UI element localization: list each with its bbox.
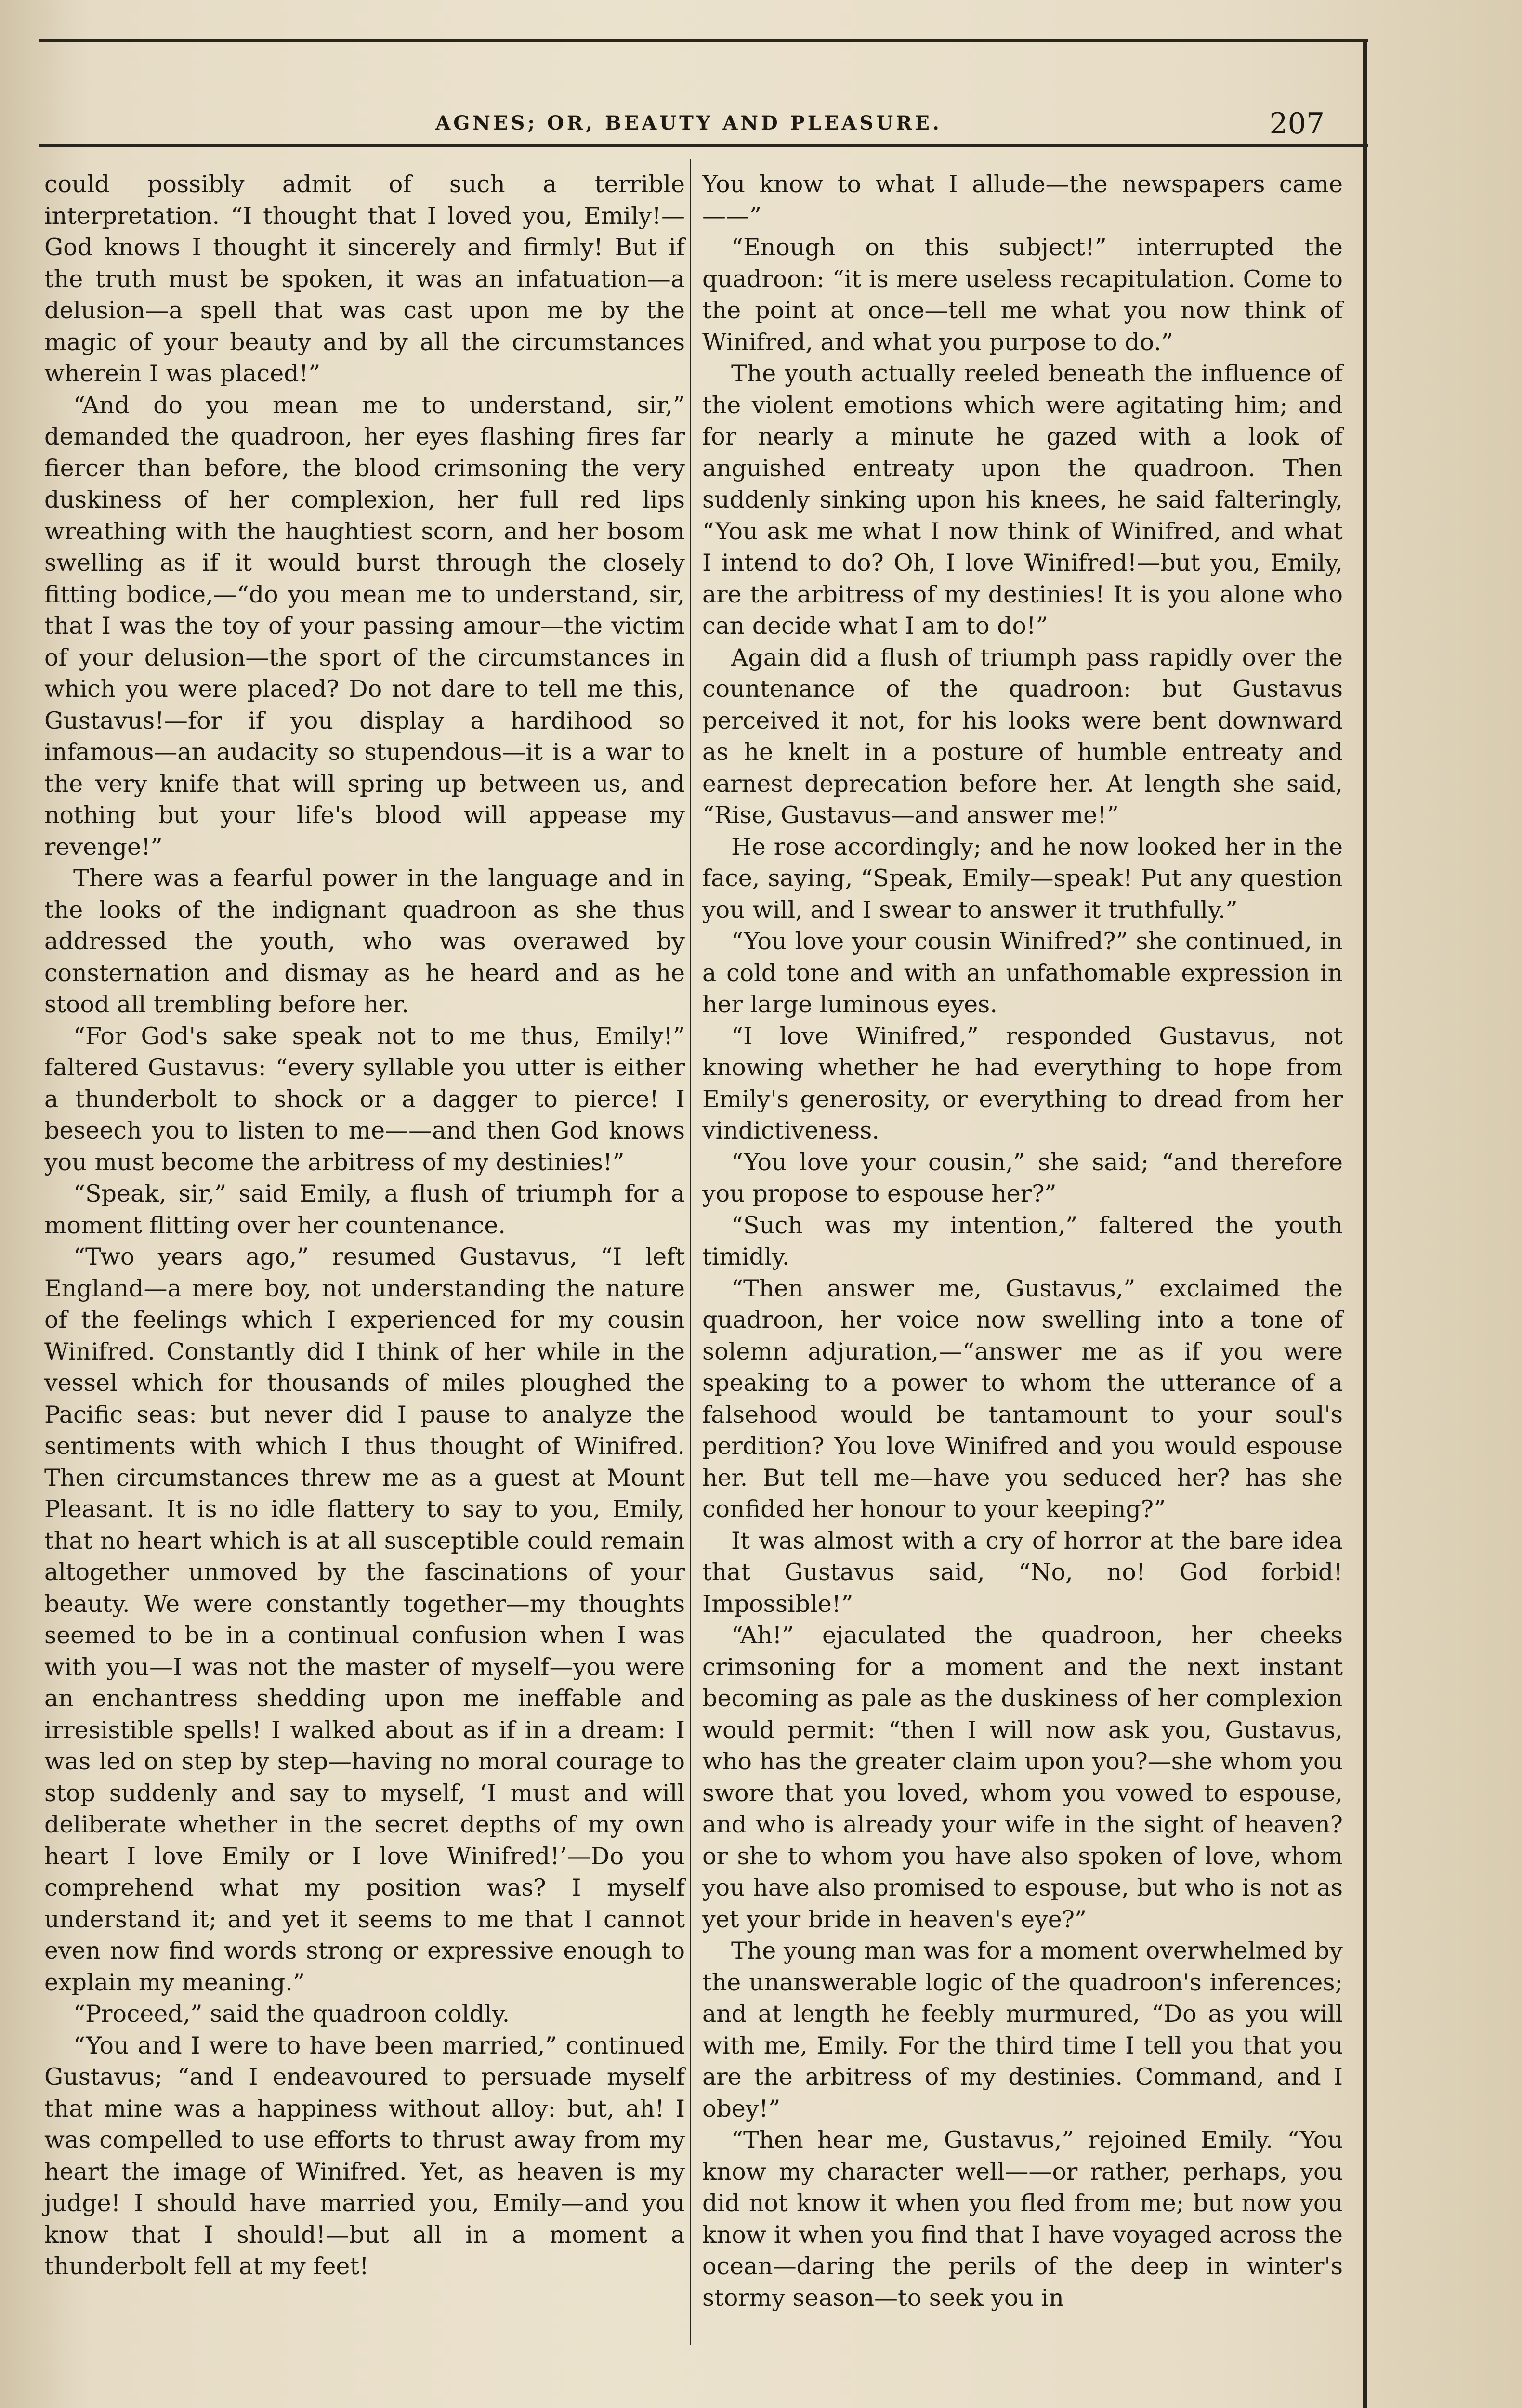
column-divider xyxy=(690,159,691,2345)
paragraph: “Enough on this subject!” interrupted the quadroon: “it is mere useless recapitulation. Come to the point at once—tell me what you now think of Winifred, and what you purpose to do.” xyxy=(702,234,1343,356)
paragraph: could possibly admit of such a terrible interpretation. “I thought that I loved you, Emily!—God knows I thought it sincerely and firmly! But if the truth must be spoken, it was an infatuation—a delusion—a spell that was cast upon me by the magic of your beauty and by all the circumstances wherein I was placed!” xyxy=(44,170,685,387)
paragraph: “For God's sake speak not to me thus, Emily!” faltered Gustavus: “every syllable you utter is either a thunderbolt to shock or a dagger to pierce! I beseech you to listen to me——and then God knows you must become the arbitress of my destinies!” xyxy=(44,1022,685,1176)
page-header xyxy=(43,107,1334,141)
paragraph: Again did a flush of triumph pass rapidly over the countenance of the quadroon: but Gustavus perceived it not, for his looks were bent downward as he knelt in a posture of humble entreaty and earnest deprecation before her. At length she said, “Rise, Gustavus—and answer me!” xyxy=(702,643,1343,829)
top-border-rule xyxy=(39,39,1368,42)
paragraph: “Proceed,” said the quadroon coldly. xyxy=(73,2000,510,2028)
paragraph: “Then answer me, Gustavus,” exclaimed the quadroon, her voice now swelling into a tone of solemn adjuration,—“answer me as if you were speaking to a power to whom the utterance of a falsehood would be tantamount to your soul's perdition? You love Winifred and you would espouse her. But tell me—have you seduced her? has she confided her honour to your keeping?” xyxy=(702,1274,1343,1523)
paragraph: “Then hear me, Gustavus,” rejoined Emily. “You know my character well——or rather, perhaps, you did not know it when you fled from me; but now you know it when you find that I have voyaged across the ocean—daring the perils of the deep in winter's stormy season—to seek you in xyxy=(702,2126,1343,2312)
paragraph: “And do you mean me to understand, sir,” demanded the quadroon, her eyes flashing fires far fiercer than before, the blood crimsoning the very duskiness of her complexion, her full red lips wreathing with the haughtiest scorn, and her bosom swelling as if it would burst through the closely fitting bodice,—“do you mean me to understand, sir, that I was the toy of your passing amour—the victim of your delusion—the sport of the circumstances in which you were placed? Do not dare to tell me this, Gustavus!—for if you display a hardihood so infamous—an audacity so stupendous—it is a war to the very knife that will spring up between us, and nothing but your life's blood will appease my revenge!” xyxy=(44,391,685,861)
running-head: AGNES; OR, BEAUTY AND PLEASURE. xyxy=(435,112,942,134)
paragraph: He rose accordingly; and he now looked her in the face, saying, “Speak, Emily—speak! Put any question you will, and I swear to answer it truthfully.” xyxy=(702,833,1343,924)
paragraph: “You love your cousin,” she said; “and therefore you propose to espouse her?” xyxy=(702,1148,1343,1207)
right-border-rule xyxy=(1363,39,1367,2408)
paragraph: There was a fearful power in the language and in the looks of the indignant quadroon as she thus addressed the youth, who was overawed by consternation and dismay as he heard and as he stood all trembling before her. xyxy=(44,864,685,1018)
left-column xyxy=(44,169,685,2282)
paragraph: The youth actually reeled beneath the influence of the violent emotions which were agitating him; and for nearly a minute he gazed with a look of anguished entreaty upon the quadroon. Then suddenly sinking upon his knees, he said falteringly, “You ask me what I now think of Winifred, and what I intend to do? Oh, I love Winifred!—but you, Emily, are the arbitress of my destinies! It is you alone who can decide what I am to do!” xyxy=(702,360,1343,640)
paragraph: “You and I were to have been married,” continued Gustavus; “and I endeavoured to persuade myself that mine was a happiness without alloy: but, ah! I was compelled to use efforts to thrust away from my heart the image of Winifred. Yet, as heaven is my judge! I should have married you, Emily—and you know that I should!—but all in a moment a thunderbolt fell at my feet! xyxy=(44,2031,685,2280)
paragraph: “Speak, sir,” said Emily, a flush of triumph for a moment flitting over her countenance. xyxy=(44,1180,685,1239)
paragraph: You know to what I allude—the newspapers came——” xyxy=(702,170,1343,230)
right-column xyxy=(702,169,1343,2314)
paragraph: “Such was my intention,” faltered the youth timidly. xyxy=(702,1211,1343,1270)
header-rule xyxy=(39,144,1368,147)
paragraph: “Ah!” ejaculated the quadroon, her cheeks crimsoning for a moment and the next instant becoming as pale as the duskiness of her complexion would permit: “then I will now ask you, Gustavus, who has the greater claim upon you?—she whom you swore that you loved, whom you vowed to espouse, and who is already your wife in the sight of heaven? or she to whom you have also spoken of love, whom you have also promised to espouse, but who is not as yet your bride in heaven's eye?” xyxy=(702,1622,1343,1933)
paragraph: The young man was for a moment overwhelmed by the unanswerable logic of the quadroon's inferences; and at length he feebly murmured, “Do as you will with me, Emily. For the third time I tell you that you are the arbitress of my destinies. Command, and I obey!” xyxy=(702,1937,1343,2122)
page-number: 207 xyxy=(1269,107,1325,141)
paragraph: “I love Winifred,” responded Gustavus, not knowing whether he had everything to hope from Emily's generosity, or everything to dread from her vindictiveness. xyxy=(702,1022,1343,1144)
paragraph: “Two years ago,” resumed Gustavus, “I left England—a mere boy, not understanding the nature of the feelings which I experienced for my cousin Winifred. Constantly did I think of her while in the vessel which for thousands of miles ploughed the Pacific seas: but never did I pause to analyze the sentiments with which I thus thought of Winifred. Then circumstances threw me as a guest at Mount Pleasant. It is no idle flattery to say to you, Emily, that no heart which is at all susceptible could remain altogether unmoved by the fascinations of your beauty. We were constantly together—my thoughts seemed to be in a continual confusion when I was with you—I was not the master of myself—you were an enchantress shedding upon me ineffable and irresistible spells! I walked about as if in a dream: I was led on step by step—having no moral courage to stop suddenly and say to myself, ‘I must and will deliberate whether in the secret depths of my own heart I love Emily or I love Winifred!’—Do you comprehend what my position was? I myself understand it; and yet it seems to me that I cannot even now find words strong or expressive enough to explain my meaning.” xyxy=(44,1243,685,1996)
paragraph: “You love your cousin Winifred?” she continued, in a cold tone and with an unfathomable expression in her large luminous eyes. xyxy=(702,928,1343,1018)
paragraph: It was almost with a cry of horror at the bare idea that Gustavus said, “No, no! God forbid! Impossible!” xyxy=(702,1527,1343,1618)
